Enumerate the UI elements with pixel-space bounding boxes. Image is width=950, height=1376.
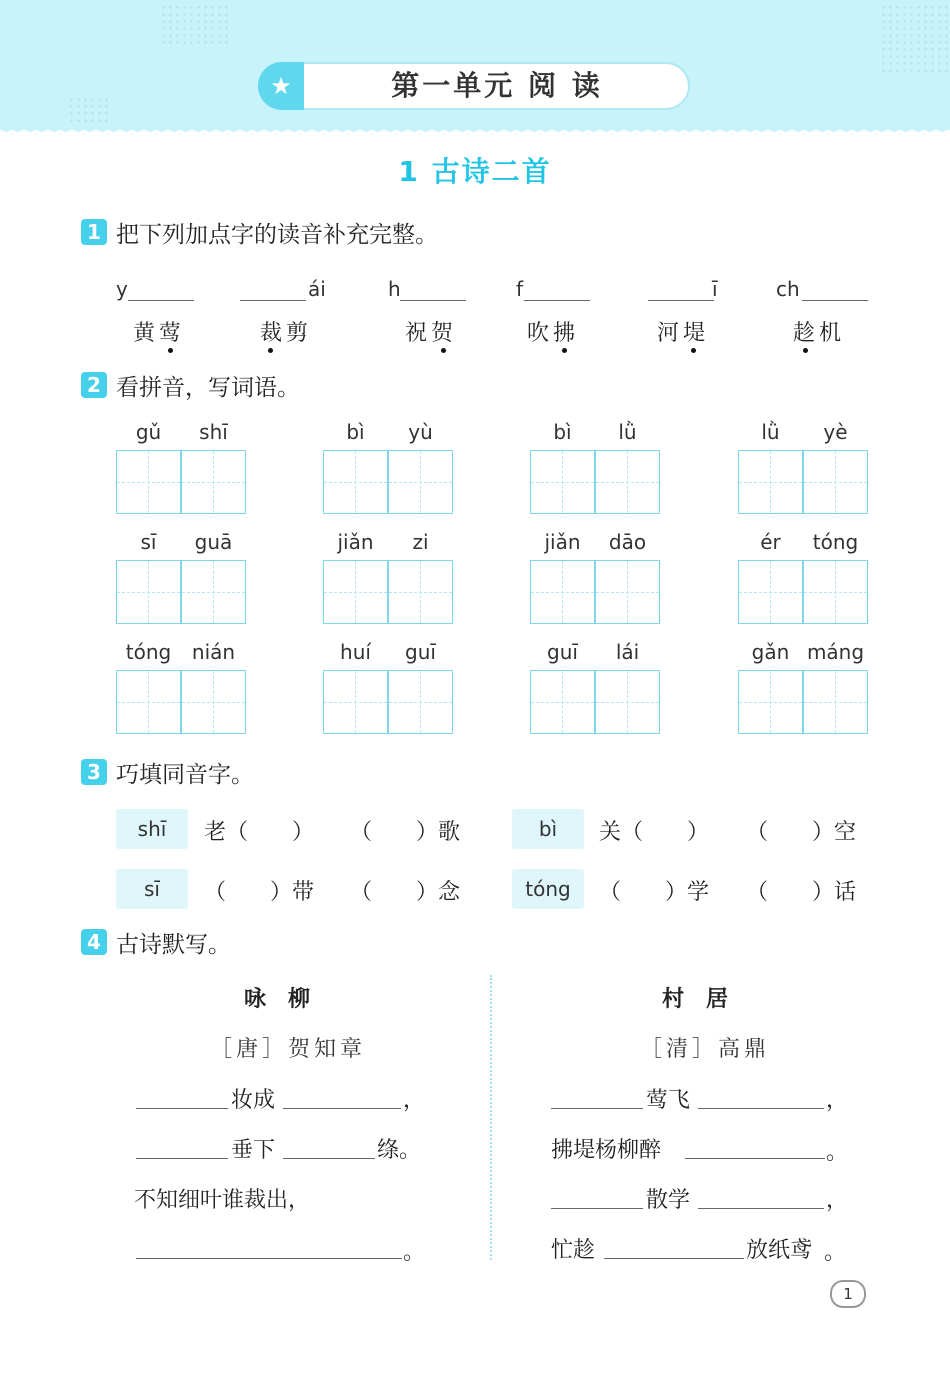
writing-grid: [323, 560, 453, 624]
poem-title: 村居: [662, 986, 751, 1012]
pinyin-label: jiǎn: [337, 530, 374, 554]
unit-title: 第一单元 阅 读: [391, 69, 603, 102]
pinyin-suffix: ái: [308, 277, 326, 301]
poem-divider: [490, 975, 492, 1260]
target-word: 裁剪: [260, 321, 313, 346]
homophone-pinyin: shī: [116, 809, 188, 849]
homophone-blank[interactable]: （ ）话: [746, 880, 857, 905]
homophone-pinyin: tóng: [512, 869, 584, 909]
writing-grid: [530, 560, 660, 624]
emphasis-dot: [168, 348, 173, 353]
poem-text: 莺飞: [646, 1088, 691, 1113]
pinyin-label: tóng: [812, 530, 859, 554]
writing-cell[interactable]: [323, 560, 388, 624]
target-word: 黄莺: [133, 321, 186, 346]
poem-blank[interactable]: [551, 1108, 643, 1109]
writing-cell[interactable]: [803, 450, 868, 514]
writing-cell[interactable]: [116, 670, 181, 734]
emphasis-dot: [268, 348, 273, 353]
pinyin-prefix: y: [116, 277, 128, 301]
pinyin-label: jiǎn: [544, 530, 581, 554]
question-number-4: 4: [81, 929, 107, 955]
pinyin-label: guī: [547, 640, 578, 664]
pinyin-prefix: h: [388, 277, 401, 301]
writing-grid: [530, 670, 660, 734]
poem-blank[interactable]: [136, 1158, 228, 1159]
homophone-blank[interactable]: （ ）念: [350, 880, 461, 905]
writing-grid: [116, 450, 246, 514]
emphasis-dot: [803, 348, 808, 353]
pinyin-label: zi: [412, 530, 429, 554]
poem-text: 妆成: [231, 1088, 276, 1113]
pinyin-blank[interactable]: [524, 300, 590, 301]
poem-author: ［唐］贺知章: [210, 1037, 367, 1062]
writing-cell[interactable]: [738, 670, 803, 734]
poem-text: 绦。: [377, 1138, 422, 1163]
writing-grid: [738, 560, 868, 624]
homophone-blank[interactable]: （ ）歌: [350, 820, 461, 845]
writing-cell[interactable]: [595, 560, 660, 624]
poem-punct: 。: [403, 1240, 426, 1265]
writing-cell[interactable]: [181, 560, 246, 624]
emphasis-dot: [562, 348, 567, 353]
writing-grid: [323, 450, 453, 514]
question-number-1: 1: [81, 219, 107, 245]
pinyin-label: shī: [199, 420, 228, 444]
dot-pattern-right: [880, 4, 950, 74]
homophone-pinyin: sī: [116, 869, 188, 909]
dot-pattern-left: [160, 4, 230, 44]
poem-punct: ，: [826, 1188, 849, 1213]
star-icon: ★: [258, 62, 304, 110]
pinyin-label: nián: [191, 640, 236, 664]
pinyin-label: lái: [615, 640, 640, 664]
pinyin-label: yè: [823, 420, 848, 444]
dot-pattern-left-lower: [68, 96, 110, 124]
pinyin-label: lǜ: [761, 420, 780, 444]
question-prompt-4: 古诗默写。: [116, 932, 231, 958]
writing-cell[interactable]: [181, 450, 246, 514]
homophone-blank[interactable]: （ ）带: [204, 880, 315, 905]
writing-cell[interactable]: [803, 560, 868, 624]
homophone-blank[interactable]: （ ）学: [599, 880, 710, 905]
writing-cell[interactable]: [388, 560, 453, 624]
writing-cell[interactable]: [323, 670, 388, 734]
writing-cell[interactable]: [595, 670, 660, 734]
poem-blank[interactable]: [136, 1108, 228, 1109]
poem-text: 忙趁: [551, 1238, 596, 1263]
poem-text: 拂堤杨柳醉: [551, 1138, 662, 1163]
pinyin-label: gǎn: [751, 640, 790, 664]
writing-cell[interactable]: [595, 450, 660, 514]
poem-title: 咏柳: [244, 986, 333, 1012]
writing-cell[interactable]: [116, 450, 181, 514]
pinyin-label: bì: [553, 420, 572, 444]
poem-text: 散学: [646, 1188, 691, 1213]
pinyin-suffix: ī: [712, 277, 718, 301]
pinyin-label: dāo: [608, 530, 647, 554]
poem-author: ［清］高鼎: [640, 1037, 771, 1062]
target-word: 祝贺: [405, 321, 458, 346]
pinyin-label: guā: [194, 530, 233, 554]
writing-grid: [738, 670, 868, 734]
question-prompt-3: 巧填同音字。: [116, 762, 254, 788]
writing-cell[interactable]: [530, 450, 595, 514]
poem-blank[interactable]: [551, 1208, 643, 1209]
pinyin-blank[interactable]: [802, 300, 868, 301]
writing-cell[interactable]: [323, 450, 388, 514]
writing-cell[interactable]: [738, 560, 803, 624]
poem-blank[interactable]: [604, 1258, 744, 1259]
writing-grid: [116, 670, 246, 734]
writing-grid: [323, 670, 453, 734]
pinyin-label: tóng: [125, 640, 172, 664]
pinyin-blank[interactable]: [128, 300, 194, 301]
question-prompt-2: 看拼音，写词语。: [116, 375, 300, 401]
pinyin-label: guī: [405, 640, 436, 664]
poem-blank[interactable]: [283, 1108, 401, 1109]
poem-punct: ，: [826, 1088, 849, 1113]
writing-cell[interactable]: [388, 450, 453, 514]
target-word: 趁机: [793, 321, 846, 346]
poem-blank[interactable]: [698, 1108, 824, 1109]
homophone-blank[interactable]: 关（ ）: [599, 820, 710, 845]
question-number-2: 2: [81, 372, 107, 398]
pinyin-label: sī: [140, 530, 157, 554]
question-prompt-1: 把下列加点字的读音补充完整。: [116, 222, 438, 248]
writing-grid: [116, 560, 246, 624]
poem-blank[interactable]: [283, 1158, 375, 1159]
pinyin-blank[interactable]: [240, 300, 306, 301]
pinyin-blank[interactable]: [400, 300, 466, 301]
writing-cell[interactable]: [530, 670, 595, 734]
pinyin-blank[interactable]: [648, 300, 714, 301]
emphasis-dot: [691, 348, 696, 353]
pinyin-label: máng: [806, 640, 865, 664]
poem-blank[interactable]: [685, 1158, 825, 1159]
poem-text: 不知细叶谁裁出，: [134, 1188, 311, 1213]
homophone-blank[interactable]: （ ）空: [746, 820, 857, 845]
writing-cell[interactable]: [181, 670, 246, 734]
page-number: 1: [830, 1280, 866, 1308]
writing-cell[interactable]: [738, 450, 803, 514]
target-word: 吹拂: [527, 321, 580, 346]
poem-punct: 。: [826, 1140, 849, 1165]
pinyin-prefix: ch: [776, 277, 800, 301]
poem-punct: ，: [403, 1088, 426, 1113]
poem-punct: 。: [824, 1240, 847, 1265]
homophone-pinyin: bì: [512, 809, 584, 849]
emphasis-dot: [441, 348, 446, 353]
pinyin-label: ér: [760, 530, 781, 554]
pinyin-label: huí: [340, 640, 371, 664]
pinyin-label: lǜ: [618, 420, 637, 444]
pinyin-label: bì: [346, 420, 365, 444]
writing-grid: [738, 450, 868, 514]
poem-text: 放纸鸢: [746, 1238, 813, 1263]
writing-cell[interactable]: [803, 670, 868, 734]
poem-text: 垂下: [231, 1138, 276, 1163]
pinyin-prefix: f: [516, 277, 524, 301]
lesson-title: 1 古诗二首: [398, 155, 552, 188]
poem-blank[interactable]: [136, 1258, 402, 1259]
homophone-blank[interactable]: 老（ ）: [204, 820, 315, 845]
pinyin-label: yù: [408, 420, 433, 444]
writing-cell[interactable]: [116, 560, 181, 624]
pinyin-label: gǔ: [135, 420, 162, 444]
poem-blank[interactable]: [698, 1208, 824, 1209]
writing-cell[interactable]: [530, 560, 595, 624]
target-word: 河堤: [657, 321, 710, 346]
wave-border: [0, 122, 950, 138]
writing-grid: [530, 450, 660, 514]
writing-cell[interactable]: [388, 670, 453, 734]
question-number-3: 3: [81, 759, 107, 785]
